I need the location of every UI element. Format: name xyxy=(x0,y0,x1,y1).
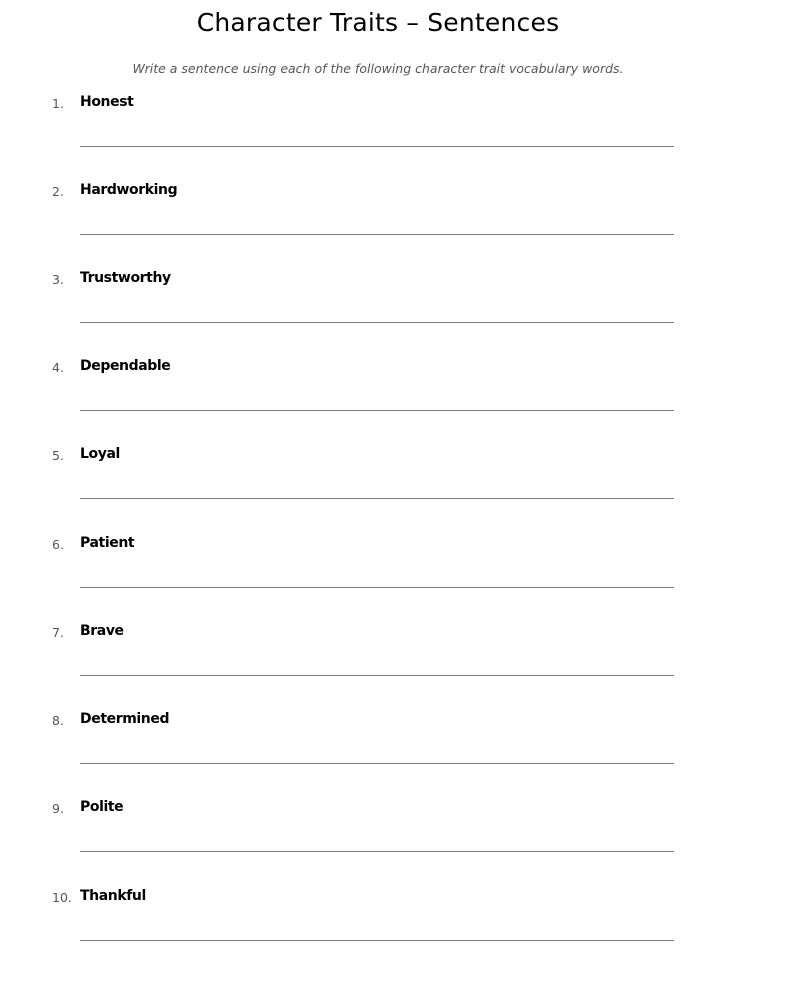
answer-line[interactable] xyxy=(80,851,674,852)
answer-line[interactable] xyxy=(80,675,674,676)
worksheet-item-9 xyxy=(52,799,674,859)
answer-line[interactable] xyxy=(80,587,674,588)
answer-line[interactable] xyxy=(80,322,674,323)
item-number: 8. xyxy=(52,713,64,728)
item-number: 10. xyxy=(52,890,72,905)
item-word: Dependable xyxy=(80,358,171,374)
item-word: Polite xyxy=(80,799,124,815)
worksheet-item-2 xyxy=(52,182,674,242)
worksheet-item-10 xyxy=(52,888,674,948)
item-word: Thankful xyxy=(80,888,146,904)
page-title: Character Traits – Sentences xyxy=(196,8,560,37)
item-word: Loyal xyxy=(80,446,120,462)
item-number: 3. xyxy=(52,272,64,287)
item-number: 5. xyxy=(52,448,64,463)
answer-line[interactable] xyxy=(80,498,674,499)
answer-line[interactable] xyxy=(80,146,674,147)
item-number: 4. xyxy=(52,360,64,375)
worksheet-item-8 xyxy=(52,711,674,771)
worksheet-item-4 xyxy=(52,358,674,418)
item-number: 7. xyxy=(52,625,64,640)
item-word: Determined xyxy=(80,711,170,727)
item-word: Trustworthy xyxy=(80,270,171,286)
item-word: Honest xyxy=(80,94,134,110)
worksheet-item-1 xyxy=(52,94,674,154)
item-word: Hardworking xyxy=(80,182,178,198)
item-number: 6. xyxy=(52,537,64,552)
instructions-text: Write a sentence using each of the following character trait vocabulary words. xyxy=(132,61,624,76)
answer-line[interactable] xyxy=(80,763,674,764)
answer-line[interactable] xyxy=(80,940,674,941)
worksheet-item-3 xyxy=(52,270,674,330)
item-number: 9. xyxy=(52,801,64,816)
worksheet-item-5 xyxy=(52,446,674,506)
worksheet-item-6 xyxy=(52,535,674,595)
item-number: 1. xyxy=(52,96,64,111)
item-word: Brave xyxy=(80,623,124,639)
answer-line[interactable] xyxy=(80,234,674,235)
answer-line[interactable] xyxy=(80,410,674,411)
item-number: 2. xyxy=(52,184,64,199)
item-word: Patient xyxy=(80,535,135,551)
worksheet-item-7 xyxy=(52,623,674,683)
